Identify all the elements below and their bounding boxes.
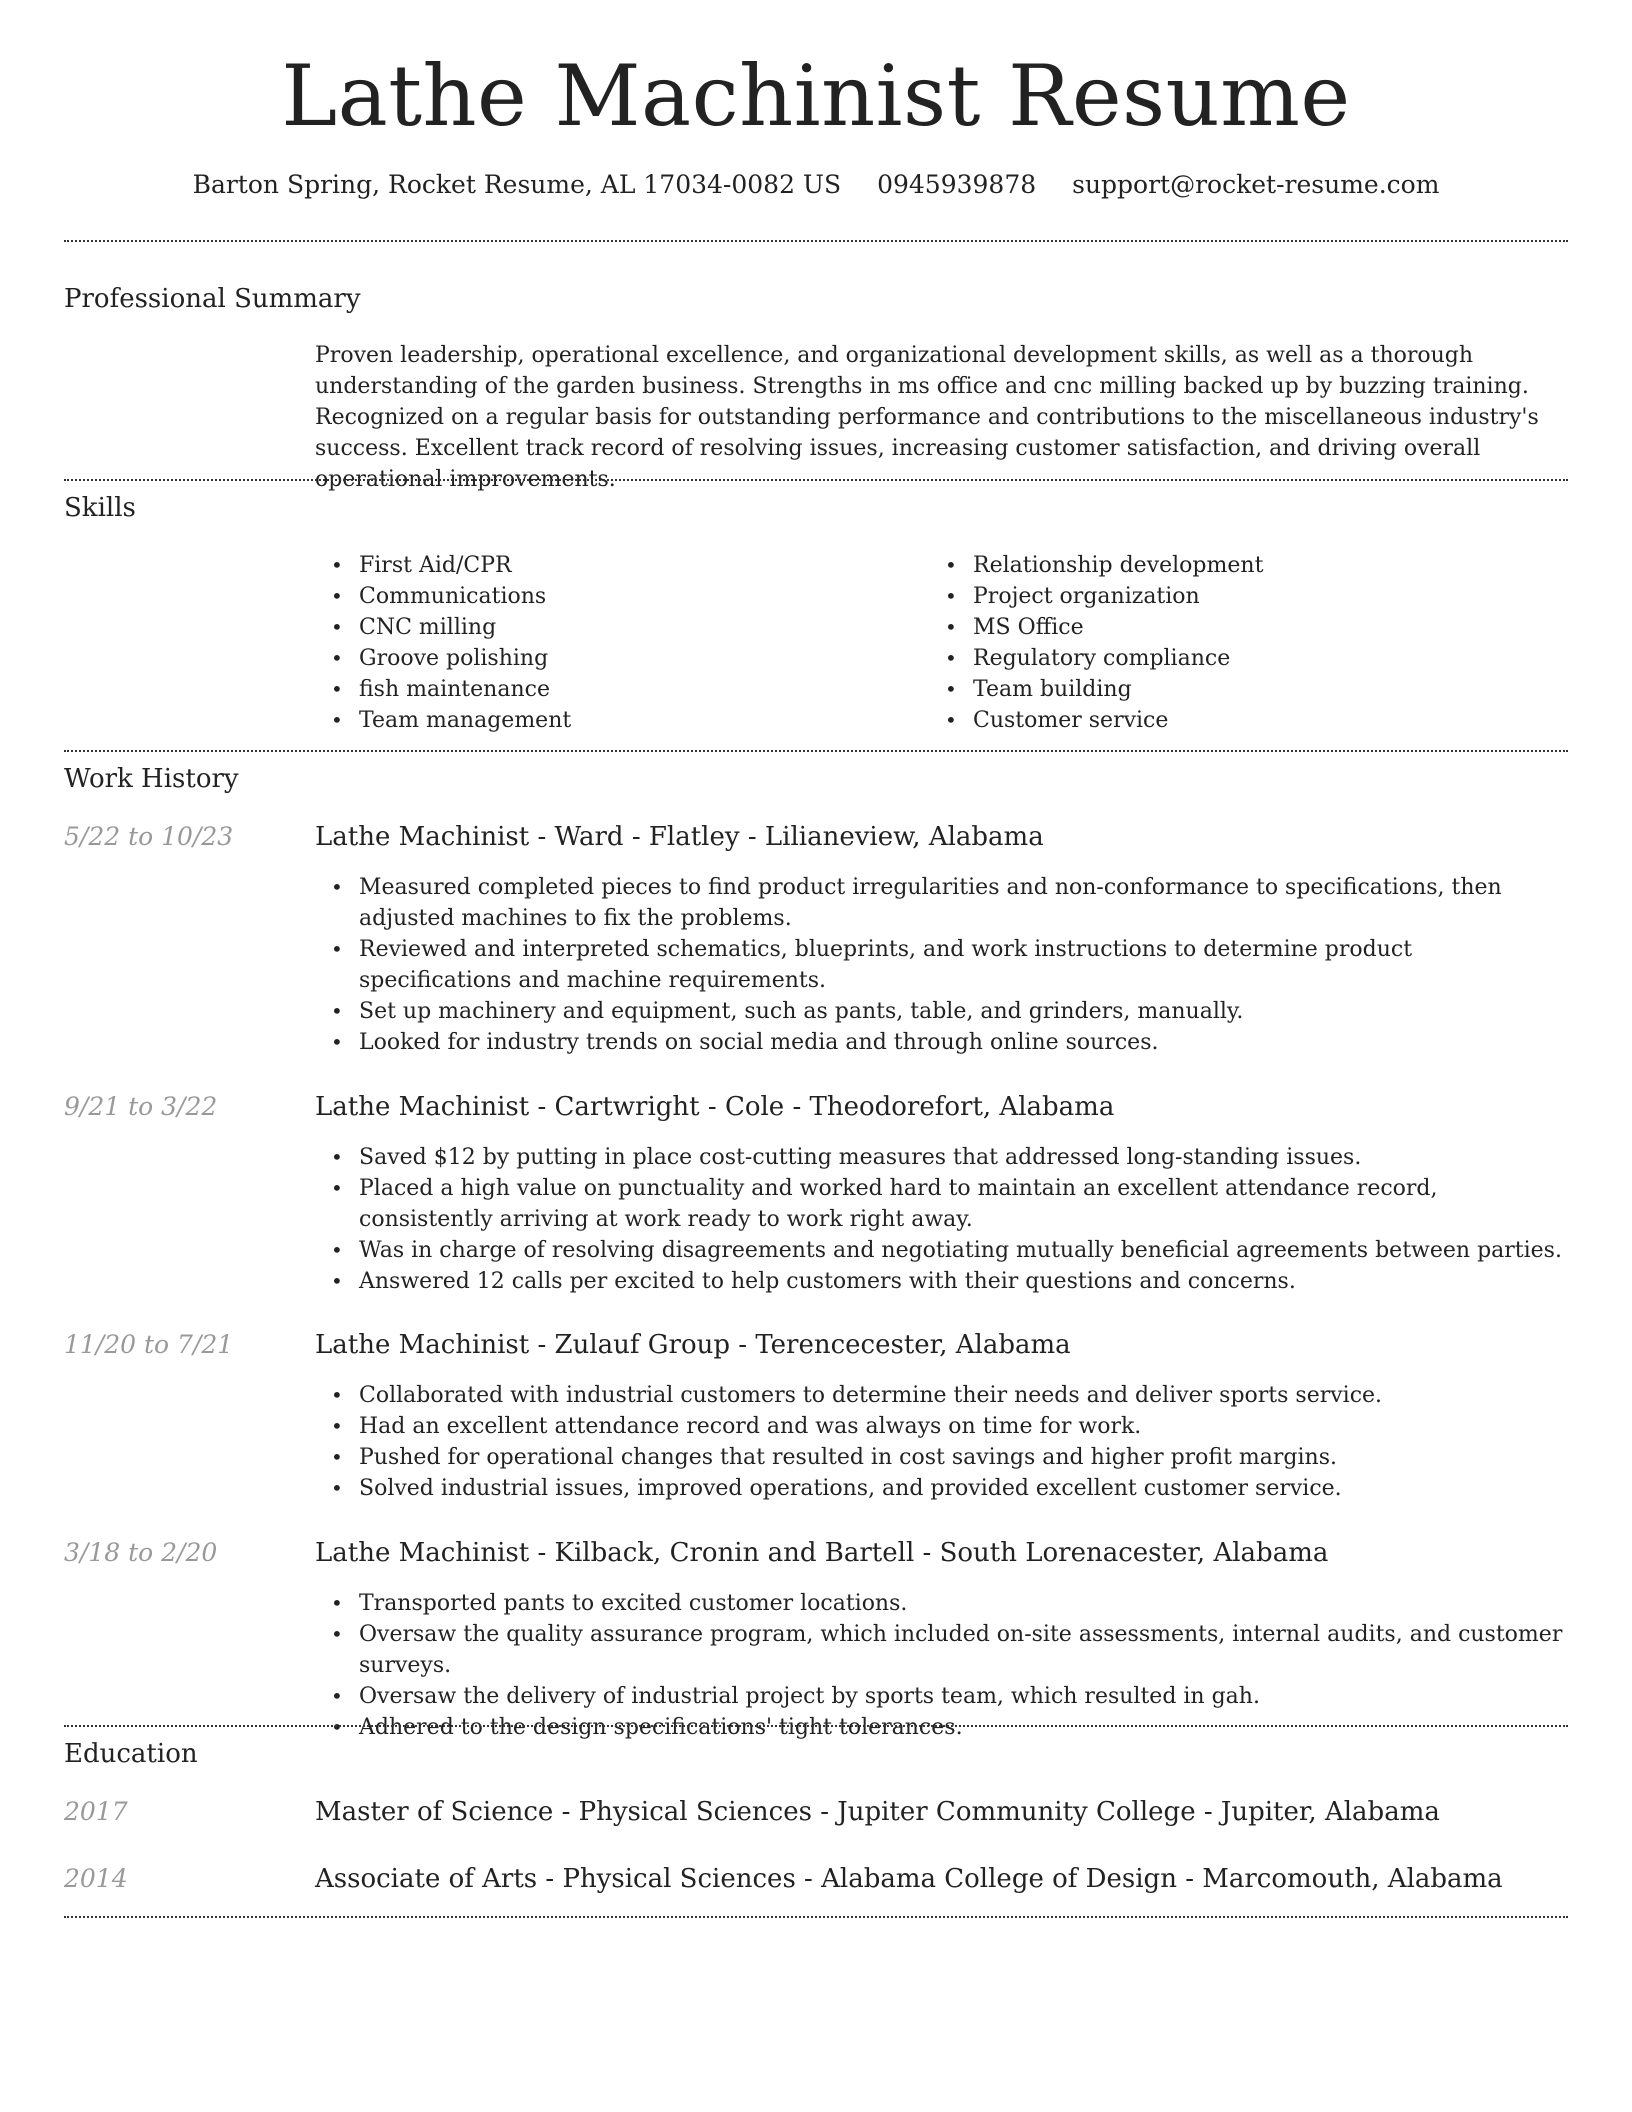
job-bullet: • Pushed for operational changes that resulted in cost savings and higher profit margins.: [315, 1442, 1568, 1473]
job-date: 9/21 to 3/22: [64, 1092, 218, 1121]
job-bullets: [315, 1588, 1568, 1743]
skill-item: • MS Office: [929, 612, 1263, 643]
job-title: Lathe Machinist - Ward - Flatley - Lilianeview, Alabama: [315, 822, 1044, 852]
work-heading: Work History: [64, 764, 239, 794]
job-date: 3/18 to 2/20: [64, 1538, 218, 1567]
contact-phone: 0945939878: [877, 170, 1037, 199]
job-bullet: • Adhered to the design specifications' tight tolerances.: [315, 1712, 1568, 1743]
skill-item: • First Aid/CPR: [315, 550, 571, 581]
job-bullet: • Set up machinery and equipment, such as pants, table, and grinders, manually.: [315, 996, 1568, 1027]
skill-item: • Team building: [929, 674, 1263, 705]
education-year: 2014: [64, 1864, 128, 1893]
divider: [64, 750, 1568, 752]
skill-item: • Groove polishing: [315, 643, 571, 674]
skill-item: • Regulatory compliance: [929, 643, 1263, 674]
summary-text: Proven leadership, operational excellence, and organizational development skills, as well as a thorough understanding of the garden business. Strengths in ms office and cnc milling backed up by buzzing training. Recognized on a regular basis for outstanding performance and contributions to the miscellaneous industry's success. Excellent track record of resolving issues, increasing customer satisfaction, and driving overall operational improvements.: [315, 343, 1539, 492]
job-bullet: • Oversaw the quality assurance program, which included on-site assessments, internal audits, and customer surveys.: [315, 1619, 1568, 1681]
resume-title: Lathe Machinist Resume: [281, 47, 1351, 145]
job-bullets: [315, 872, 1568, 1058]
contact-address: Barton Spring, Rocket Resume, AL 17034-0082 US: [192, 170, 842, 199]
education-year: 2017: [64, 1797, 128, 1826]
skill-item: • CNC milling: [315, 612, 571, 643]
skills-list-left: [315, 550, 571, 736]
skill-item: • Customer service: [929, 705, 1263, 736]
job-bullets: [315, 1142, 1568, 1297]
job-bullet: • Was in charge of resolving disagreements and negotiating mutually beneficial agreements between parties.: [315, 1235, 1568, 1266]
job-bullet: • Oversaw the delivery of industrial project by sports team, which resulted in gah.: [315, 1681, 1568, 1712]
job-bullet: • Placed a high value on punctuality and worked hard to maintain an excellent attendance record, consistently arriving at work ready to work right away.: [315, 1173, 1568, 1235]
job-bullet: • Looked for industry trends on social media and through online sources.: [315, 1027, 1568, 1058]
job-date: 11/20 to 7/21: [64, 1330, 234, 1359]
job-title: Lathe Machinist - Zulauf Group - Terencecester, Alabama: [315, 1330, 1071, 1360]
job-bullet: • Collaborated with industrial customers to determine their needs and deliver sports service.: [315, 1380, 1568, 1411]
job-bullet: • Answered 12 calls per excited to help customers with their questions and concerns.: [315, 1266, 1568, 1297]
skill-item: • Relationship development: [929, 550, 1263, 581]
job-title: Lathe Machinist - Cartwright - Cole - Theodorefort, Alabama: [315, 1092, 1115, 1122]
divider: [64, 1916, 1568, 1918]
job-bullet: • Solved industrial issues, improved operations, and provided excellent customer service.: [315, 1473, 1568, 1504]
job-bullet: • Measured completed pieces to find product irregularities and non-conformance to specifications, then adjusted machines to fix the problems.: [315, 872, 1568, 934]
skills-list-right: [929, 550, 1263, 736]
job-title: Lathe Machinist - Kilback, Cronin and Bartell - South Lorenacester, Alabama: [315, 1538, 1329, 1568]
job-bullets: [315, 1380, 1568, 1504]
summary-heading: Professional Summary: [64, 284, 361, 314]
education-heading: Education: [64, 1739, 198, 1769]
education-desc: Associate of Arts - Physical Sciences - Alabama College of Design - Marcomouth, Alabama: [315, 1864, 1503, 1894]
skill-item: • Team management: [315, 705, 571, 736]
job-date: 5/22 to 10/23: [64, 822, 234, 851]
skill-item: • fish maintenance: [315, 674, 571, 705]
job-bullet: • Had an excellent attendance record and was always on time for work.: [315, 1411, 1568, 1442]
education-desc: Master of Science - Physical Sciences - Jupiter Community College - Jupiter, Alabama: [315, 1797, 1440, 1827]
skill-item: • Communications: [315, 581, 571, 612]
skill-item: • Project organization: [929, 581, 1263, 612]
divider: [64, 240, 1568, 242]
job-bullet: • Reviewed and interpreted schematics, blueprints, and work instructions to determine product specifications and machine requirements.: [315, 934, 1568, 996]
skills-heading: Skills: [64, 493, 136, 523]
job-bullet: • Transported pants to excited customer locations.: [315, 1588, 1568, 1619]
contact-email: support@rocket-resume.com: [1072, 170, 1440, 199]
job-bullet: • Saved $12 by putting in place cost-cutting measures that addressed long-standing issues.: [315, 1142, 1568, 1173]
divider: [64, 1725, 1568, 1727]
contact-line: [64, 170, 1568, 199]
divider: [64, 479, 1568, 481]
